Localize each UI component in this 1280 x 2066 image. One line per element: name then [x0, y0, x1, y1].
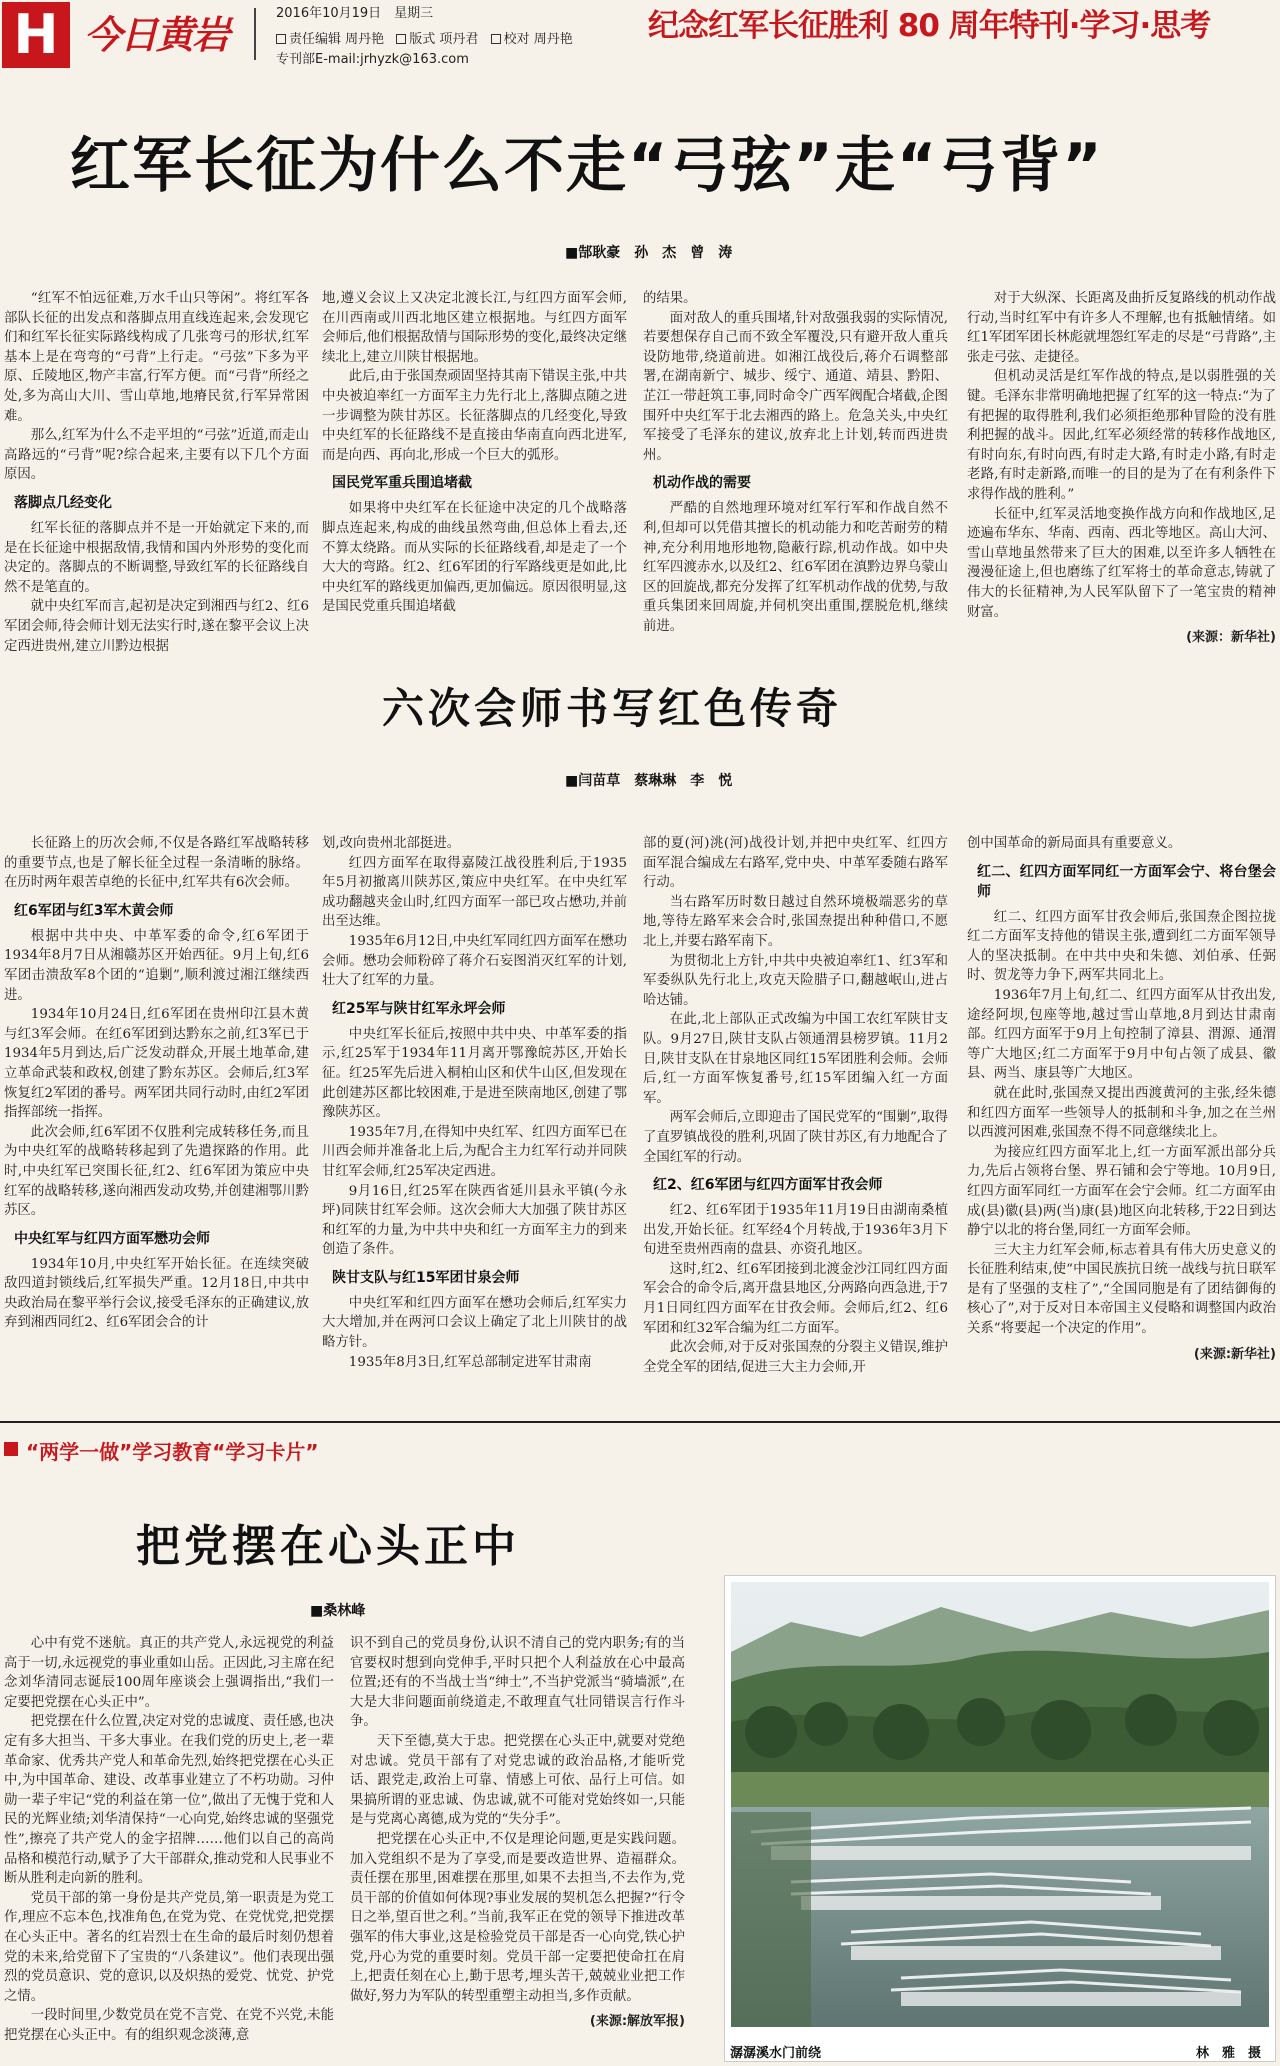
paragraph: “红军不怕远征难,万水千山只等闲”。将红军各部队长征的出发点和落脚点用直线连起来,会发现它们和红军长征实际路线构成了几张弯弓的形状,红军基本上是在弯弯的“弓背”上行走。“弓弦”下多为平原、丘陵地区,物产丰富,行军方便。而“弓背”所经之处,多为高山大川、雪山草地,地瘠民贫,行军异常困难。 [4, 291, 309, 424]
credit-layout: 版式 项丹君 [409, 32, 479, 47]
paragraph: 红四方面军在取得嘉陵江战役胜利后,于1935年5月初撤离川陕苏区,策应中央红军。在中央红军成功翻越夹金山时,红四方面军一部已攻占懋功,并前出至达维。 [322, 855, 627, 930]
section-subheading: 红25军与陕甘红军永坪会师 [332, 1000, 506, 1017]
section-subheading: 陕甘支队与红15军团甘泉会师 [332, 1269, 520, 1286]
paragraph: 部的夏(河)洮(河)战役计划,并把中央红军、红四方面军混合编成左右路军,党中央、中革军委随右路军行动。 [643, 836, 948, 891]
paragraph: 严酷的自然地理环境对红军行军和作战自然不利,但却可以凭借其擅长的机动能力和吃苦耐劳的精神,充分利用地形地物,隐蔽行踪,机动作战。如中央红军四渡赤水,以及红2、红6军团在滇黔边界乌蒙山区的回旋战,都充分发挥了红军机动作战的优势,与敌重兵集团来回周旋,并伺机突出重围,摆脱危机,继续前进。 [643, 501, 948, 634]
paragraph: 三大主力红军会师,标志着具有伟大历史意义的长征胜利结束,使“中国民族抗日统一战线与抗日联军是有了坚强的支柱了”,“全国同胞是有了团结御侮的核心了”,对于反对日本帝国主义侵略和调整国内政治关系“将要起一个决定的作用”。 [967, 1242, 1276, 1337]
paragraph: 红军长征的落脚点并不是一开始就定下来的,而是在长征途中根据敌情,我情和国内外形势的变化而决定的。落脚点的不断调整,导致红军的长征路线自然不是笔直的。 [4, 520, 309, 595]
article-1-byline: ■郜耿豪 孙 杰 曾 涛 [565, 245, 733, 261]
section-subheading: 中央红军与红四方面军懋功会师 [14, 1230, 210, 1247]
article-1-column-4 [967, 289, 1276, 671]
article-3-headline: 把党摆在心头正中 [136, 1521, 520, 1572]
credit-editor: 责任编辑 周丹艳 [289, 32, 385, 47]
article-1-column-1 [4, 289, 309, 671]
article-1-column-2 [322, 289, 627, 671]
landscape-photo-frame [724, 1575, 1276, 2062]
paragraph: 党员干部的第一身份是共产党员,第一职责是为党工作,理应不忘本色,找准角色,在党为党、在党忧党,把党摆在心头正中。著名的红岩烈士在生命的最后时刻仍想着党的未来,给党留下了宝贵的“八条建议”。他们表现出强烈的党员意识、党的意识,以及炽热的爱党、忧党、护党之情。 [4, 1890, 334, 2004]
contact-email: 专刊部E-mail:jrhyzk@163.com [276, 52, 469, 67]
section-logo: H [2, 2, 70, 68]
article-2-column-2 [322, 834, 627, 1416]
paragraph: 1935年6月12日,中央红军同红四方面军在懋功会师。懋功会师粉碎了蒋介石妄图消灭红军的计划,壮大了红军的力量。 [322, 933, 627, 989]
paragraph: 1934年10月24日,红6军团在贵州印江县木黄与红3军会师。在红6军团到达黔东之前,红3军已于1934年5月到达,后广泛发动群众,开展土地革命,建立革命武装和政权,创建了黔东苏区。会师后,红3军恢复红2军团的番号。两军团共同行动时,由红2军团指挥部统一指挥。 [4, 1007, 309, 1121]
article-3-column-1 [4, 1634, 334, 2062]
date-line: 2016年10月19日 星期三 [276, 6, 434, 21]
paragraph: 就中央红军而言,起初是决定到湘西与红2、红6军团会师,待会师计划无法实行时,遂在黎平会议上决定西进贵州,建立川黔边根据 [4, 599, 309, 654]
paragraph: 对于大纵深、长距离及曲折反复路线的机动作战行动,当时红军中有许多人不理解,也有抵触情绪。如红1军团军团长林彪就埋怨红军走的尽是“弓背路”,主张走弓弦、走捷径。 [967, 291, 1276, 365]
section-subheading: 落脚点几经变化 [14, 494, 112, 511]
paragraph: 把党摆在什么位置,决定对党的忠诚度、责任感,也决定有多大担当、干多大事业。在我们党的历史上,老一辈革命家、优秀共产党人和革命先烈,始终把党摆在心头正中,为中国革命、建设、改革事业建立了不朽功勋。习仲勋一辈子牢记“党的利益在第一位”,做出了无愧于党和人民的光辉业绩;刘华清保持“一心向党,始终忠诚的坚强党性”,擦亮了共产党人的金字招牌……他们以自己的高尚品格和模范行动,赋予了大干部群众,推动党和人民事业不断从胜利走向新的胜利。 [4, 1714, 334, 1887]
section-subheading: 机动作战的需要 [653, 475, 751, 492]
paragraph: 长征中,红军灵活地变换作战方向和作战地区,足迹遍布华东、华南、西南、西北等地区。高山大河、雪山草地虽然带来了巨大的困难,以至许多人牺牲在漫漫征途上,但也磨练了红军将士的革命意志,铸就了伟大的长征精神,为人民军队留下了一笔宝贵的精神财富。 [967, 506, 1276, 620]
paragraph: 此次会师,对于反对张国焘的分裂主义错误,维护全党全军的团结,促进三大主力会师,开 [643, 1340, 948, 1375]
section-divider [0, 1421, 1280, 1423]
paragraph: 中央红军长征后,按照中共中央、中革军委的指示,红25军于1934年11月离开鄂豫皖苏区,开始长征。红25军先后进入桐柏山区和伏牛山区,但发现在此创建苏区都比较困难,于是进至陕南地区,创建了鄂豫陕苏区。 [322, 1026, 627, 1121]
paragraph: 此次会师,红6军团不仅胜利完成转移任务,而且为中央红军的战略转移起到了先遣探路的作用。此时,中央红军已突围长征,红2、红6军团为策应中央红军的战略转移,遂向湘西发动攻势,并创建湘鄂川黔苏区。 [4, 1124, 309, 1219]
paragraph: 一段时间里,少数党员在党不言党、在党不兴党,未能把党摆在心头正中。有的组织观念淡薄,意 [4, 2008, 334, 2043]
paragraph: 为贯彻北上方针,中共中央被迫率红1、红3军和军委纵队先行北上,攻克天险腊子口,翻越岷山,进占哈达铺。 [643, 953, 948, 1008]
paragraph: 两军会师后,立即迎击了国民党军的“围剿”,取得了直罗镇战役的胜利,巩固了陕甘苏区,有力地配合了全国红军的行动。 [643, 1110, 948, 1165]
photo-credit: 林 雅 摄 [1196, 2046, 1262, 2061]
paragraph: 中央红军和红四方面军在懋功会师后,红军实力大大增加,并在两河口会议上确定了北上川陕甘的战略方针。 [322, 1295, 627, 1351]
paragraph: 红二、红四方面军甘孜会师后,张国焘企图拉拢红二方面军支持他的错误主张,遭到红二方面军领导人的坚决抵制。在中共中央和朱德、刘伯承、任弼时、贺龙等力争下,两军共同北上。 [967, 909, 1276, 984]
article-3-column-2 [350, 1634, 685, 2062]
checkbox-icon [276, 34, 286, 44]
paragraph: 根据中共中央、中革军委的命令,红6军团于1934年8月7日从湘赣苏区开始西征。9月上旬,红6军团击溃敌军8个团的“追剿”,顺利渡过湘江继续西进。 [4, 928, 309, 1003]
paragraph: 1934年10月,中央红军开始长征。在连续突破敌四道封锁线后,红军损失严重。12月18日,中共中央政治局在黎平举行会议,接受毛泽东的正确建议,放弃到湘西同红2、红6军团会合的计 [4, 1256, 309, 1331]
photo-caption: 潺潺溪水门前绕 [730, 2046, 822, 2061]
paragraph: 此后,由于张国焘顽固坚持其南下错误主张,中共中央被迫率红一方面军主力先行北上,落脚点随之进一步调整为陕甘苏区。长征落脚点的几经变化,导致中央红军的长征路线不是直接由华南直向西北进军,而是向西、再向北,形成一个巨大的弧形。 [322, 369, 627, 463]
paragraph: 创中国革命的新局面具有重要意义。 [967, 836, 1182, 851]
source-credit: (来源:解放军报) [589, 2014, 685, 2030]
paragraph: 长征路上的历次会师,不仅是各路红军战略转移的重要节点,也是了解长征全过程一条清晰的脉络。在历时两年艰苦卓绝的长征中,红军共有6次会师。 [4, 836, 309, 891]
paragraph: 心中有党不迷航。真正的共产党人,永远视党的利益高于一切,永远视党的事业重如山岳。正因此,习主席在纪念刘华清同志诞辰100周年座谈会上强调指出,“我们一定要把党摆在心头正中”。 [4, 1636, 334, 1710]
paragraph: 地,遵义会议上又决定北渡长江,与红四方面军会师,在川西南或川西北地区建立根据地。与红四方面军会师后,他们根据敌情与国际形势的变化,最终决定继续北上,建立川陕甘根据地。 [322, 291, 627, 365]
paragraph: 划,改向贵州北部挺进。 [322, 836, 461, 851]
study-card-label: “两学一做”学习教育“学习卡片” [26, 1440, 319, 1464]
checkbox-icon [396, 34, 406, 44]
article-2-byline: ■闫苗草 蔡琳琳 李 悦 [565, 773, 733, 789]
paragraph: 但机动灵活是红军作战的特点,是以弱胜强的关键。毛泽东非常明确地把握了红军的这一特点:“为了有把握的取得胜利,我们必须拒绝那种冒险的没有胜利把握的战斗。因此,红军必须经常的转移作战地区,有时向东,有时向西,有时走大路,有时走小路,有时走老路,有时走新路,而唯一的目的是为了在有利条件下求得作战的胜利。” [967, 369, 1276, 502]
article-2-headline: 六次会师书写红色传奇 [382, 684, 843, 733]
paragraph: 识不到自己的党员身份,认识不清自己的党内职务;有的当官要权时想到向党伸手,平时只把个人利益放在心中最高位置;还有的不当战士当“绅士”,不当护党派当“骑墙派”,在大是大非问题面前绕道走,不敢理直气壮同错误言行作斗争。 [350, 1636, 685, 1730]
paragraph: 1935年8月3日,红军总部制定进军甘肃南 [348, 1354, 592, 1370]
paragraph: 在此,北上部队正式改编为中国工农红军陕甘支队。9月27日,陕甘支队占领通渭县榜罗镇。11月2日,陕甘支队在甘泉地区同红15军团胜利会师。会师后,红一方面军恢复番号,红15军团编入红一方面军。 [643, 1012, 948, 1106]
paragraph: 就在此时,张国焘又提出西渡黄河的主张,经朱德和红四方面军一些领导人的抵制和斗争,加之在兰州以西渡河困难,张国焘不得不同意继续北上。 [967, 1085, 1276, 1141]
masthead-divider [254, 8, 256, 60]
paragraph: 当右路军历时数日越过自然环境极端恶劣的草地,等待左路军来会合时,张国焘提出种种借口,不愿北上,并要右路军南下。 [643, 894, 948, 949]
paragraph: 面对敌人的重兵围堵,针对敌强我弱的实际情况,若要想保存自己而不致全军覆没,只有避开敌人重兵设防地带,绕道前进。如湘江战役后,蒋介石调整部署,在湖南新宁、城步、绥宁、通道、靖县、黔阳、芷江一带赶筑工事,同时命令广西军阀配合堵截,企图围歼中央红军于北去湘西的路上。危急关头,中央红军接受了毛泽东的建议,放弃北上计划,转而西进贵州。 [643, 310, 948, 463]
article-2-column-1 [4, 834, 309, 1416]
section-subheading: 红二、红四方面军同红一方面军会宁、将台堡会师 [977, 863, 1276, 900]
paragraph: 9月16日,红25军在陕西省延川县永平镇(今永坪)同陕甘红军会师。这次会师大大加强了陕甘苏区和红军的力量,为中共中央和红一方面军主力的到来创造了条件。 [322, 1183, 627, 1258]
paragraph: 把党摆在心头正中,不仅是理论问题,更是实践问题。加入党组织不是为了享受,而是要改造世界、造福群众。责任摆在那里,困难摆在那里,如果不去担当,不去作为,党员干部的价值如何体现?事业发展的契机怎么把握?“行令日之举,望百世之利。”当前,我军正在党的领导下推进改革强军的伟大事业,这是检验党员干部是否一心向党,铁心护党,丹心为党的重要时刻。党员干部一定要把使命扛在肩上,把责任刻在心上,勤于思考,埋头苦干,兢兢业业把工作做好,努力为军队的转型重塑主动担当,多作贡献。 [350, 1831, 685, 2004]
article-3-byline: ■桑林峰 [310, 1603, 366, 1619]
paragraph: 那么,红军为什么不走平坦的“弓弦”近道,而走山高路远的“弓背”呢?综合起来,主要有以下几个方面原因。 [4, 428, 309, 483]
paragraph: 这时,红2、红6军团接到北渡金沙江同红四方面军会合的命令后,离开盘县地区,分两路向西急进,于7月1日同红四方面军在甘孜会师。会师后,红2、红6军团和红32军合编为红二方面军。 [643, 1261, 948, 1336]
paragraph: 如果将中央红军在长征途中决定的几个战略落脚点连起来,构成的曲线虽然弯曲,但总体上看去,还不算太绕路。而从实际的长征路线看,却是走了一个大大的弯路。红2、红6军团的行军路线更是如此,比中央红军的路线更加偏西,更加偏远。原因很明显,这是国民党重兵围追堵截 [322, 501, 627, 615]
editor-credits [276, 28, 573, 47]
credit-proof: 校对 周丹艳 [503, 32, 573, 47]
article-2-column-4 [967, 834, 1276, 1416]
paragraph: 的结果。 [643, 291, 697, 306]
paragraph: 天下至德,莫大于忠。把党摆在心头正中,就要对党绝对忠诚。党员干部有了对党忠诚的政治品格,才能听党话、跟党走,政治上可靠、情感上可依、品行上可信。如果搞所谓的亚忠诚、伪忠诚,就不可能对党始终如一,只能是与党离心离德,成为党的“失分手”。 [350, 1733, 685, 1828]
article-1-column-3 [643, 289, 948, 671]
source-credit: (来源:新华社) [1193, 1346, 1276, 1362]
special-issue-title: 纪念红军长征胜利 80 周年特刊·学习·思考 [648, 8, 1211, 44]
paragraph: 1935年7月,在得知中央红军、红四方面军已在川西会师并准备北上后,为配合主力红军行动并同陕甘红军会师,红25军决定西进。 [322, 1124, 627, 1179]
article-2-column-3 [643, 834, 948, 1416]
paper-name-logo: 今日黄岩 [84, 12, 229, 57]
paragraph: 为接应红四方面军北上,红一方面军派出部分兵力,先后占领将台堡、界石铺和会宁等地。10月9日,红四方面军同红一方面军在会宁会师。红二方面军由成(县)徽(县)两(当)康(县)地区向北转移,于22日到达静宁以北的将台堡,同红一方面军会师。 [967, 1144, 1276, 1239]
checkbox-icon [491, 34, 501, 44]
article-1-headline: 红军长征为什么不走“弓弦”走“弓背” [70, 131, 1104, 201]
waterfall-photo [731, 1582, 1269, 2027]
section-subheading: 国民党军重兵围追堵截 [332, 475, 472, 492]
source-credit: (来源：新华社) [1186, 630, 1276, 646]
section-subheading: 红2、红6军团与红四方面军甘孜会师 [653, 1177, 883, 1194]
section-subheading: 红6军团与红3军木黄会师 [14, 902, 174, 919]
paragraph: 红2、红6军团于1935年11月19日由湖南桑植出发,开始长征。红军经4个月转战,于1936年3月下旬进至贵州西南的盘县、亦资孔地区。 [643, 1203, 948, 1258]
card-marker-icon [4, 1442, 18, 1456]
paragraph: 1936年7月上旬,红二、红四方面军从甘孜出发,途经阿坝,包座等地,越过雪山草地,8月到达甘肃南部。红四方面军于9月上旬控制了漳县、渭源、通渭等广大地区;红二方面军于9月中旬占领了成县、徽县、两当、康县等广大地区。 [967, 987, 1276, 1082]
